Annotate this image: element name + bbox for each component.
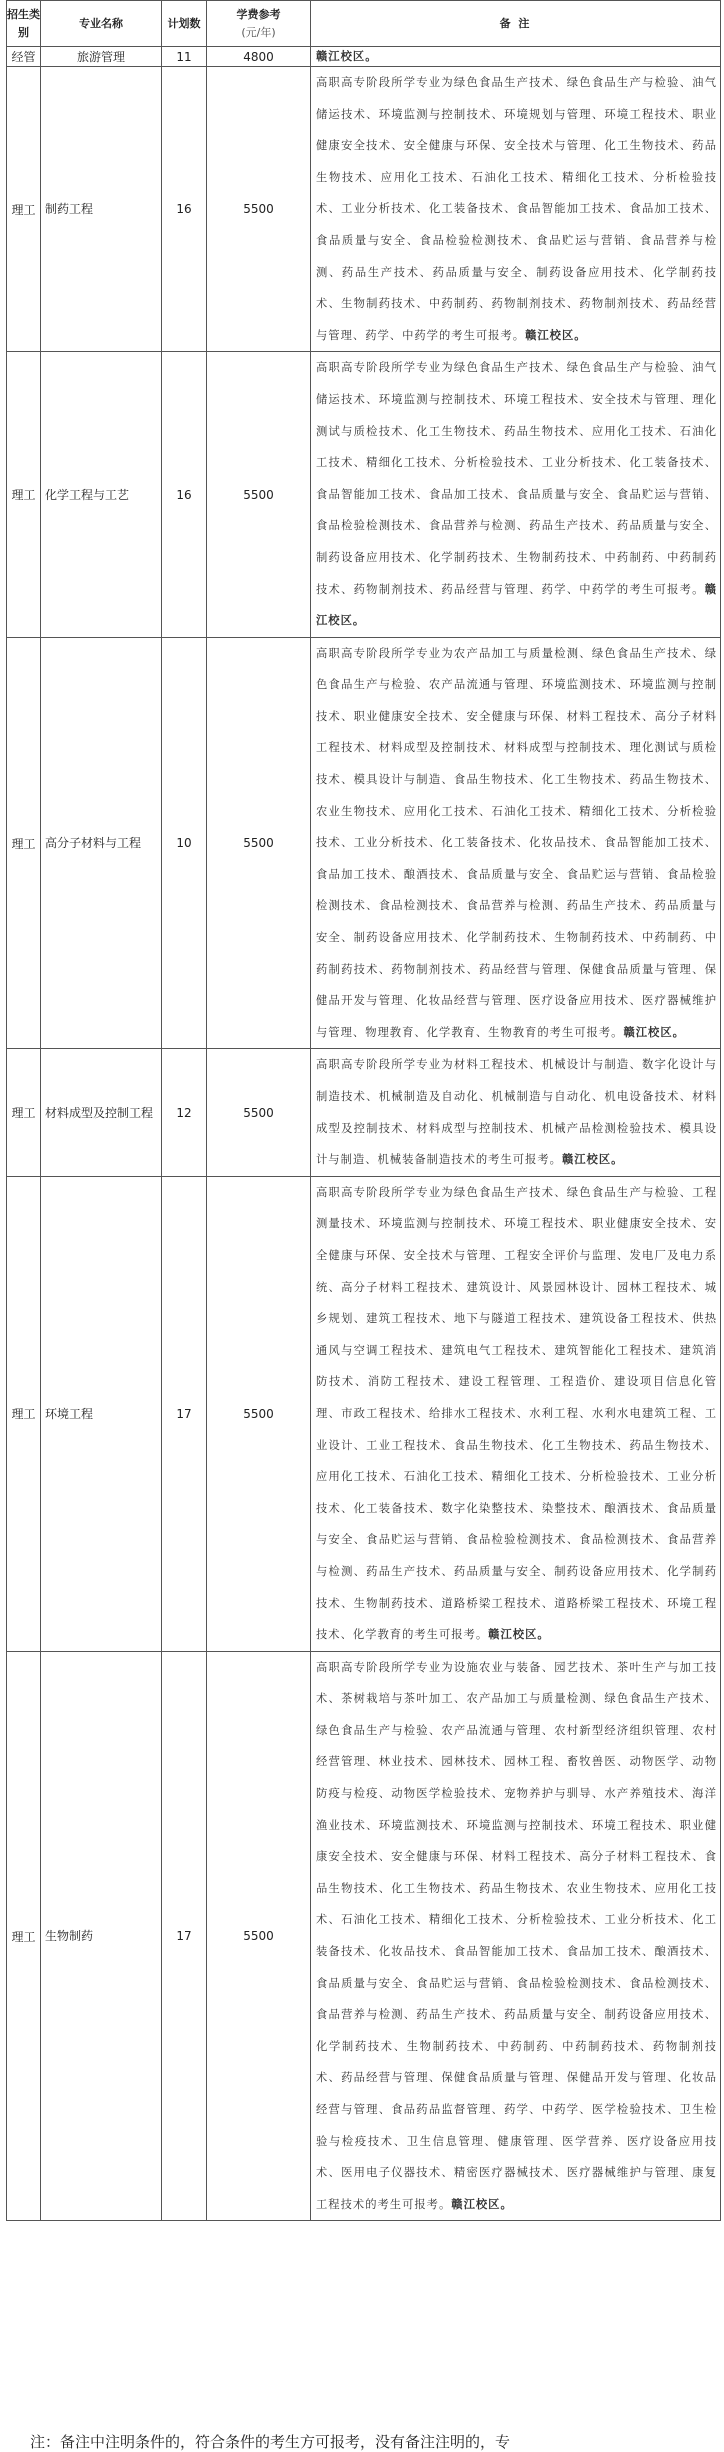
- row-plan: 11: [162, 47, 207, 67]
- remark-campus: 赣江校区。: [488, 1628, 550, 1642]
- row-major: 环境工程: [41, 1176, 162, 1651]
- header-remark: 备 注: [311, 1, 721, 47]
- remark-text: 高职高专阶段所学专业为农产品加工与质量检测、绿色食品生产技术、绿色食品生产与检验、农产品流通与管理、环境监测技术、环境监测与控制技术、职业健康安全技术、安全健康与环保、材料工程技术、高分子材料工程技术、材料成型及控制技术、材料成型与控制技术、理化测试与质检技术、模具设计与制造、食品生物技术、化工生物技术、药品生物技术、农业生物技术、应用化工技术、石油化工技术、精细化工技术、分析检验技术、工业分析技术、化工装备技术、化妆品技术、食品智能加工技术、食品加工技术、酿酒技术、食品质量与安全、食品贮运与营销、食品检验检测技术、食品检测技术、食品营养与检测、药品生产技术、药品质量与安全、制药设备应用技术、化学制药技术、生物制药技术、中药制药、中药制药技术、药物制剂技术、药品经营与管理、保健食品质量与管理、保健品开发与管理、化妆品经营与管理、医疗设备应用技术、医疗器械维护与管理、物理教育、化学教育、生物教育的考生可报考。: [316, 646, 717, 1039]
- table-row: [7, 1651, 721, 2221]
- header-fee-line2: (元/年): [241, 25, 276, 39]
- row-plan: 16: [162, 352, 207, 637]
- table-row: [7, 1176, 721, 1651]
- remark-text: 高职高专阶段所学专业为材料工程技术、机械设计与制造、数字化设计与制造技术、机械制造及自动化、机械制造与自动化、机电设备技术、材料成型及控制技术、材料成型与控制技术、机械产品检测检验技术、模具设计与制造、机械装备制造技术的考生可报考。: [316, 1058, 717, 1167]
- remark-campus: 赣江校区。: [451, 2197, 513, 2211]
- row-fee: 5500: [207, 1651, 311, 2221]
- remark-campus: 赣江校区。: [623, 1025, 685, 1039]
- row-category: 理工: [7, 1049, 41, 1176]
- remark-campus: 赣江校区。: [561, 1153, 624, 1167]
- row-category: 经管: [7, 47, 41, 67]
- row-plan: 10: [162, 637, 207, 1049]
- row-plan: 12: [162, 1049, 207, 1176]
- remark-text: 高职高专阶段所学专业为绿色食品生产技术、绿色食品生产与检验、油气储运技术、环境监测与控制技术、环境工程技术、安全技术与管理、理化测试与质检技术、化工生物技术、药品生物技术、应用化工技术、石油化工技术、精细化工技术、分析检验技术、工业分析技术、化工装备技术、食品智能加工技术、食品加工技术、食品质量与安全、食品贮运与营销、食品检验检测技术、食品营养与检测、药品生产技术、药品质量与安全、制药设备应用技术、化学制药技术、生物制药技术、中药制药、中药制药技术、药物制剂技术、药品经营与管理、药学、中药学的考生可报考。: [316, 361, 717, 596]
- row-category: 理工: [7, 1176, 41, 1651]
- row-fee: 5500: [207, 637, 311, 1049]
- remark-text: 高职高专阶段所学专业为绿色食品生产技术、绿色食品生产与检验、工程测量技术、环境监测与控制技术、环境工程技术、职业健康安全技术、安全健康与环保、安全技术与管理、工程安全评价与监理、发电厂及电力系统、高分子材料工程技术、建筑设计、风景园林设计、园林工程技术、城乡规划、建筑工程技术、地下与隧道工程技术、建筑设备工程技术、供热通风与空调工程技术、建筑电气工程技术、建筑智能化工程技术、建筑消防技术、消防工程技术、建设工程管理、工程造价、建设项目信息化管理、市政工程技术、给排水工程技术、水利工程、水利水电建筑工程、工业设计、工业工程技术、食品生物技术、化工生物技术、药品生物技术、应用化工技术、石油化工技术、精细化工技术、分析检验技术、工业分析技术、化工装备技术、数字化染整技术、染整技术、酿酒技术、食品质量与安全、食品贮运与营销、食品检验检测技术、食品检测技术、食品营养与检测、药品生产技术、药品质量与安全、制药设备应用技术、化学制药技术、生物制药技术、道路桥梁工程技术、道路桥梁工程技术、环境工程技术、化学教育的考生可报考。: [316, 1185, 717, 1642]
- remark-text: 高职高专阶段所学专业为绿色食品生产技术、绿色食品生产与检验、油气储运技术、环境监测与控制技术、环境规划与管理、环境工程技术、职业健康安全技术、安全健康与环保、安全技术与管理、化工生物技术、药品生物技术、应用化工技术、石油化工技术、精细化工技术、分析检验技术、工业分析技术、化工装备技术、食品智能加工技术、食品加工技术、食品质量与安全、食品检验检测技术、食品贮运与营销、食品营养与检测、药品生产技术、药品质量与安全、制药设备应用技术、化学制药技术、生物制药技术、中药制药、药物制剂技术、药物制剂技术、药品经营与管理、药学、中药学的考生可报考。: [316, 76, 717, 342]
- row-category: 理工: [7, 1651, 41, 2221]
- remark-campus: 赣江校区。: [316, 49, 378, 63]
- row-category: 理工: [7, 67, 41, 352]
- row-fee: 5500: [207, 1049, 311, 1176]
- row-plan: 17: [162, 1176, 207, 1651]
- row-category: 理工: [7, 352, 41, 637]
- table-row: [7, 637, 721, 1049]
- row-remark: [311, 1176, 721, 1651]
- row-fee: 4800: [207, 47, 311, 67]
- row-fee: 5500: [207, 67, 311, 352]
- header-major: 专业名称: [41, 1, 162, 47]
- row-remark: [311, 67, 721, 352]
- table-row: [7, 1049, 721, 1176]
- table-row: [7, 352, 721, 637]
- row-major: 生物制药: [41, 1651, 162, 2221]
- row-plan: 16: [162, 67, 207, 352]
- remark-campus: 赣江校区。: [525, 328, 587, 342]
- row-remark: [311, 1651, 721, 2221]
- row-major: 材料成型及控制工程: [41, 1049, 162, 1176]
- table-row: [7, 67, 721, 352]
- row-major: 化学工程与工艺: [41, 352, 162, 637]
- header-fee-line1: 学费参考: [236, 7, 281, 21]
- row-fee: 5500: [207, 1176, 311, 1651]
- row-plan: 17: [162, 1651, 207, 2221]
- row-major: 旅游管理: [41, 47, 162, 67]
- enrollment-table: [6, 0, 721, 2221]
- header-category: 招生类别: [7, 1, 41, 47]
- row-major: 高分子材料与工程: [41, 637, 162, 1049]
- table-header-row: [7, 1, 721, 47]
- row-fee: 5500: [207, 352, 311, 637]
- remark-text: 高职高专阶段所学专业为设施农业与装备、园艺技术、茶叶生产与加工技术、茶树栽培与茶叶加工、农产品加工与质量检测、绿色食品生产技术、绿色食品生产与检验、农产品流通与管理、农村新型经济组织管理、农村经营管理、林业技术、园林技术、园林工程、畜牧兽医、动物医学、动物防疫与检疫、动物医学检验技术、宠物养护与驯导、水产养殖技术、海洋渔业技术、环境监测技术、环境监测与控制技术、环境工程技术、职业健康安全技术、安全健康与环保、材料工程技术、高分子材料工程技术、食品生物技术、化工生物技术、药品生物技术、农业生物技术、应用化工技术、石油化工技术、精细化工技术、分析检验技术、工业分析技术、化工装备技术、化妆品技术、食品智能加工技术、食品加工技术、酿酒技术、食品质量与安全、食品贮运与营销、食品检验检测技术、食品检测技术、食品营养与检测、药品生产技术、药品质量与安全、制药设备应用技术、化学制药技术、生物制药技术、中药制药、中药制药技术、药物制剂技术、药品经营与管理、保健食品质量与管理、保健品开发与管理、化妆品经营与管理、食品药品监督管理、药学、中药学、医学检验技术、卫生检验与检疫技术、卫生信息管理、健康管理、医学营养、医疗设备应用技术、医用电子仪器技术、精密医疗器械技术、医疗器械维护与管理、康复工程技术的考生可报考。: [316, 1660, 717, 2211]
- row-category: 理工: [7, 637, 41, 1049]
- table-row: [7, 47, 721, 67]
- row-major: 制药工程: [41, 67, 162, 352]
- header-fee: [207, 1, 311, 47]
- remark-campus: 赣江校区。: [316, 582, 717, 628]
- row-remark: [311, 352, 721, 637]
- row-remark: [311, 637, 721, 1049]
- row-remark: [311, 1049, 721, 1176]
- row-remark: [311, 47, 721, 67]
- header-plan: 计划数: [162, 1, 207, 47]
- footnote: 注：备注中注明条件的，符合条件的考生方可报考，没有备注注明的，专: [30, 2433, 511, 2451]
